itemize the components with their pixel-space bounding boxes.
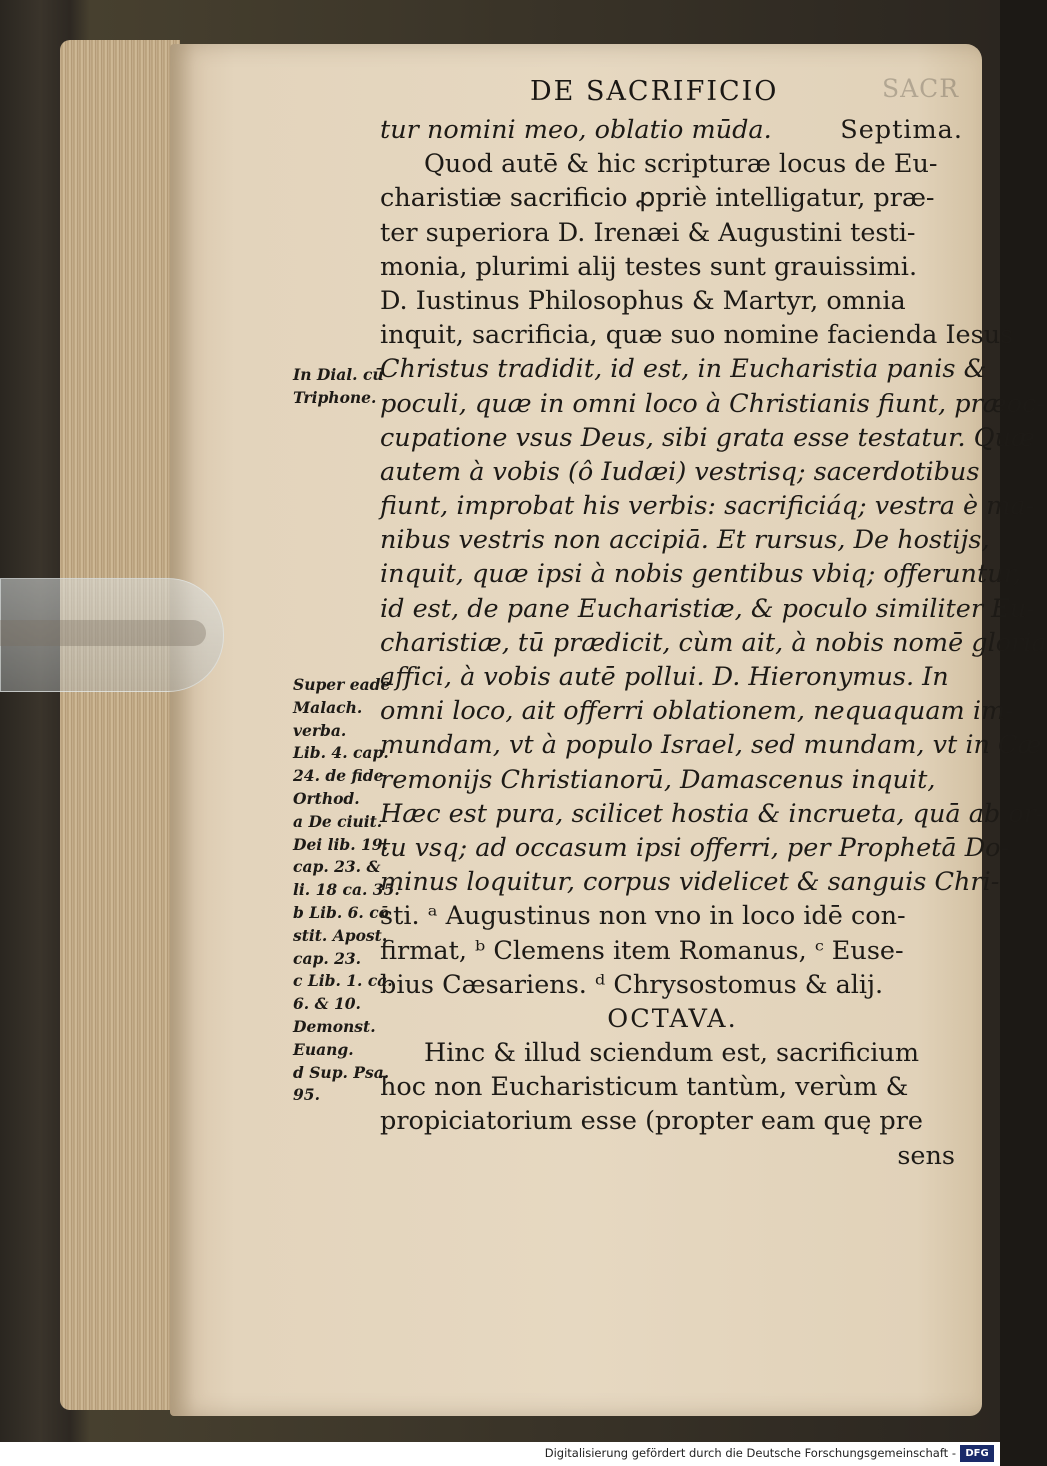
text-line: charistiæ sacrificio ꝓpriè intelligatur, præ- xyxy=(380,183,935,214)
section-heading: OCTAVA. xyxy=(607,1003,738,1034)
text-line: inquit, quæ ipsi à nobis gentibus vbiq; offeruntur, xyxy=(380,559,1022,590)
show-through-text: SACR xyxy=(882,74,960,103)
text-line: affici, à vobis autē pollui. D. Hieronymus. In xyxy=(380,662,949,692)
text-line: cupatione vsus Deus, sibi grata esse testatur. Quæ xyxy=(380,422,1035,453)
catchword: sens xyxy=(897,1140,955,1171)
margin-note-line: cap. 23. & xyxy=(293,857,381,877)
text-line: nibus vestris non accipiā. Et rursus, De hostijs, xyxy=(380,525,990,556)
text-line: id est, de pane Eucharistiæ, & poculo similiter Eu- xyxy=(380,593,1035,624)
text-line: propiciatorium esse (propter eam quę pre xyxy=(380,1106,923,1137)
margin-note-line: Lib. 4. cap. xyxy=(293,743,389,763)
margin-note-line: d Sup. Psa. xyxy=(293,1062,390,1082)
margin-note-line: a De ciuit. xyxy=(293,811,383,831)
text-line: poculi, quæ in omni loco à Christianis fiunt, præoc- xyxy=(380,388,1045,419)
margin-note-line: 24. de fide xyxy=(293,766,384,786)
running-head: DE SACRIFICIO xyxy=(530,76,779,107)
text-line: minus loquitur, corpus videlicet & sanguis Chri- xyxy=(380,867,1000,898)
funding-credit: Digitalisierung gefördert durch die Deutsche Forschungsgemeinschaft - xyxy=(544,1446,956,1460)
text-line: monia, plurimi alij testes sunt grauissimi. xyxy=(380,251,918,282)
margin-note-line: In Dial. cū xyxy=(293,365,384,384)
text-line: Quod autē & hic scripturæ locus de Eu- xyxy=(424,149,938,180)
margin-note-line: stit. Apost. xyxy=(293,925,388,945)
margin-note-line: c Lib. 1. ca. xyxy=(293,971,393,991)
text-line: bius Cæsariens. ᵈ Chrysostomus & alij. xyxy=(380,969,884,1000)
margin-note-line: verba. xyxy=(293,720,347,740)
margin-note-line: b Lib. 6. cō xyxy=(293,902,390,922)
margin-note-line: Orthod. xyxy=(293,788,360,808)
margin-note-line: 95. xyxy=(293,1085,320,1105)
text-line: tu vsq; ad occasum ipsi offerri, per Prophetā Do- xyxy=(380,832,1010,863)
book-page-edges xyxy=(60,40,180,1410)
main-text xyxy=(380,113,1047,1173)
text-line: inquit, sacrificia, quæ suo nomine facienda Iesus xyxy=(380,320,1014,351)
section-catchword: Septima. xyxy=(840,115,963,145)
text-line: Hæc est pura, scilicet hostia & incrueta, quā ab or- xyxy=(380,798,1045,829)
text-line: autem à vobis (ô Iudæi) vestrisq; sacerdotibus xyxy=(380,456,980,487)
margin-note-line: Triphone. xyxy=(293,387,377,407)
margin-note-line: Super eadē xyxy=(293,675,391,694)
margin-note-line: li. 18 ca. 35. xyxy=(293,880,400,900)
margin-note-line: 6. & 10. xyxy=(293,994,361,1014)
text-line: fiunt, improbat his verbis: sacrificiáq; vestra è ma- xyxy=(380,491,1035,522)
page-clip-slot xyxy=(0,620,206,646)
footer-bar xyxy=(0,1442,1000,1466)
text-line: omni loco, ait offerri oblationem, nequaquam im- xyxy=(380,696,1014,727)
text-line: D. Iustinus Philosophus & Martyr, omnia xyxy=(380,285,906,316)
margin-note-line: Euang. xyxy=(293,1039,354,1059)
margin-note-dialogue xyxy=(293,364,384,410)
text-line: tur nomini meo, oblatio mūda. Septima. xyxy=(380,113,965,147)
text-line: Hinc & illud sciendum est, sacrificium xyxy=(424,1038,919,1069)
margin-note-line: cap. 23. xyxy=(293,948,362,968)
text-line: firmat, ᵇ Clemens item Romanus, ᶜ Euse- xyxy=(380,935,904,966)
margin-note-line: Dei lib. 19. xyxy=(293,834,388,854)
text-line: remonijs Christianorū, Damascenus inquit, xyxy=(380,764,936,795)
dfg-logo-icon: DFG xyxy=(960,1445,994,1462)
margin-note-line: Demonst. xyxy=(293,1016,376,1036)
text-line: hoc non Eucharisticum tantùm, verùm & xyxy=(380,1072,909,1103)
margin-note-line: Malach. xyxy=(293,697,363,717)
text-line: Christus tradidit, id est, in Eucharistia panis & xyxy=(380,354,987,385)
text-line: mundam, vt à populo Israel, sed mundam, vt in Cæ xyxy=(380,730,1042,761)
text-line: charistiæ, tū prædicit, cùm ait, à nobis nomē gloria xyxy=(380,627,1047,658)
text-line: ter superiora D. Irenæi & Augustini testi- xyxy=(380,217,916,248)
text-line: sti. ᵃ Augustinus non vno in loco idē con- xyxy=(380,901,906,932)
margin-notes-references xyxy=(293,674,400,1107)
